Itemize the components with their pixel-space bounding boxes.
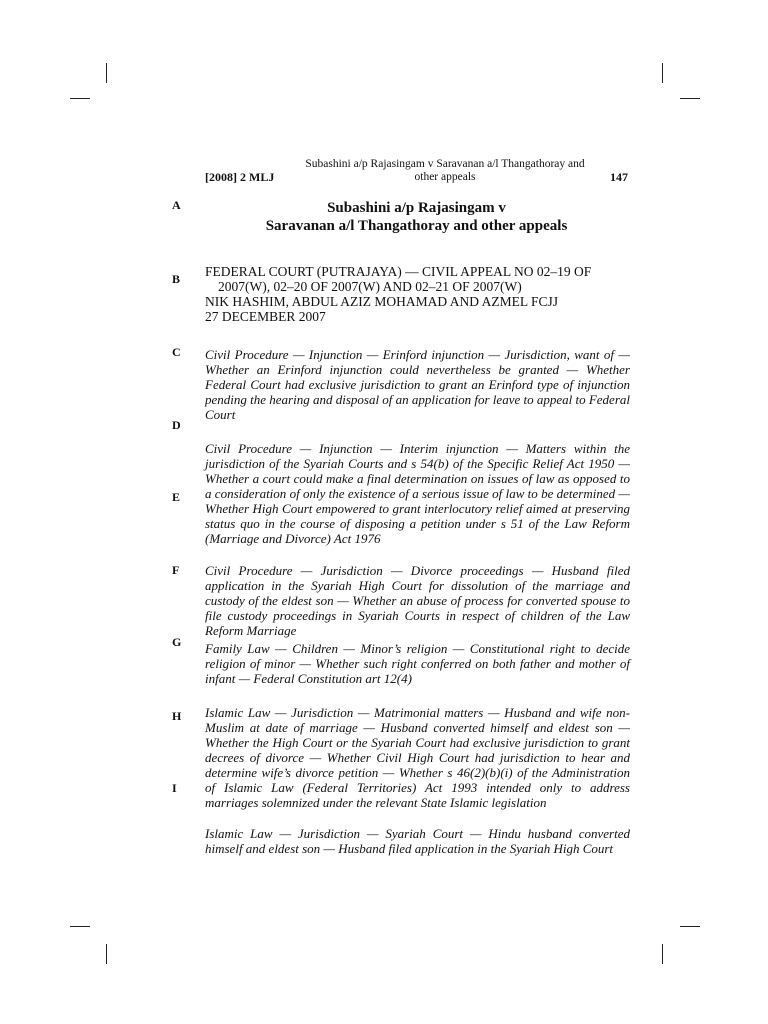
running-title: Subashini a/p Rajasingam v Saravanan a/l Thangathoray and other appeals	[305, 158, 585, 183]
catchword-paragraph: Islamic Law — Jurisdiction — Syariah Court — Hindu husband converted himself and eldest son — Husband filed application in the Syariah High Court	[205, 826, 630, 856]
page-number: 147	[610, 170, 628, 184]
crop-mark	[680, 926, 700, 927]
running-header	[205, 158, 628, 188]
margin-letter-i: I	[172, 781, 177, 795]
catchword-paragraph: Islamic Law — Jurisdiction — Matrimonial matters — Husband and wife non-Muslim at date of marriage — Husband converted himself and eldest son — Whether the High Court or the Syariah Court had exclusive jurisdiction to grant decrees of divorce — Whether Civil High Court had jurisdiction to hear and determine wife’s divorce petition — Whether s 46(2)(b)(i) of the Administration of Islamic Law (Federal Territories) Act 1993 intended only to address marriages solemnized under the relevant State Islamic legislation	[205, 705, 630, 810]
crop-mark	[70, 926, 90, 927]
margin-letter-c: C	[172, 345, 181, 359]
crop-mark	[662, 944, 663, 964]
judges: NIK HASHIM, ABDUL AZIZ MOHAMAD AND AZMEL FCJJ	[205, 294, 559, 309]
crop-mark	[106, 944, 107, 964]
margin-letter-f: F	[172, 563, 180, 577]
crop-mark	[662, 63, 663, 83]
margin-letter-a: A	[172, 198, 181, 212]
margin-letter-g: G	[172, 635, 182, 649]
decision-date: 27 DECEMBER 2007	[205, 309, 326, 324]
citation: [2008] 2 MLJ	[205, 170, 275, 184]
court-appeal-line-cont: 2007(W), 02–20 OF 2007(W) AND 02–21 OF 2007(W)	[218, 279, 522, 294]
margin-letter-d: D	[172, 418, 181, 432]
crop-mark	[680, 98, 700, 99]
crop-mark	[70, 98, 90, 99]
catchword-paragraph: Civil Procedure — Injunction — Erinford injunction — Jurisdiction, want of — Whether an Erinford injunction could nevertheless be granted — Whether Federal Court had exclusive jurisdiction to grant an Erinford type of injunction pending the hearing and disposal of an application for leave to appeal to Federal Court	[205, 347, 630, 422]
catchword-paragraph: Civil Procedure — Injunction — Interim injunction — Matters within the jurisdiction of the Syariah Courts and s 54(b) of the Specific Relief Act 1950 — Whether a court could make a final determination on issues of law as opposed to a consideration of only the existence of a serious issue of law to be determined — Whether High Court empowered to grant interlocutory relief aimed at preserving status quo in the course of disposing a petition under s 51 of the Law Reform (Marriage and Divorce) Act 1976	[205, 441, 630, 546]
catchword-paragraph: Family Law — Children — Minor’s religion — Constitutional right to decide religion of minor — Whether such right conferred on both father and mother of infant — Federal Constitution art 12(4)	[205, 641, 630, 686]
case-title: Subashini a/p Rajasingam v Saravanan a/l Thangathoray and other appeals	[265, 200, 568, 234]
margin-letter-e: E	[172, 490, 181, 504]
margin-letter-b: B	[172, 272, 181, 286]
court-info	[205, 264, 630, 324]
court-appeal-line: FEDERAL COURT (PUTRAJAYA) — CIVIL APPEAL NO 02–19 OF	[205, 264, 592, 279]
margin-letter-h: H	[172, 709, 182, 723]
catchword-paragraph: Civil Procedure — Jurisdiction — Divorce proceedings — Husband filed application in the Syariah High Court for dissolution of the marriage and custody of the eldest son — Whether an abuse of process for converted spouse to file custody proceedings in Syariah Courts in respect of children of the Law Reform Marriage	[205, 563, 630, 638]
crop-mark	[106, 63, 107, 83]
